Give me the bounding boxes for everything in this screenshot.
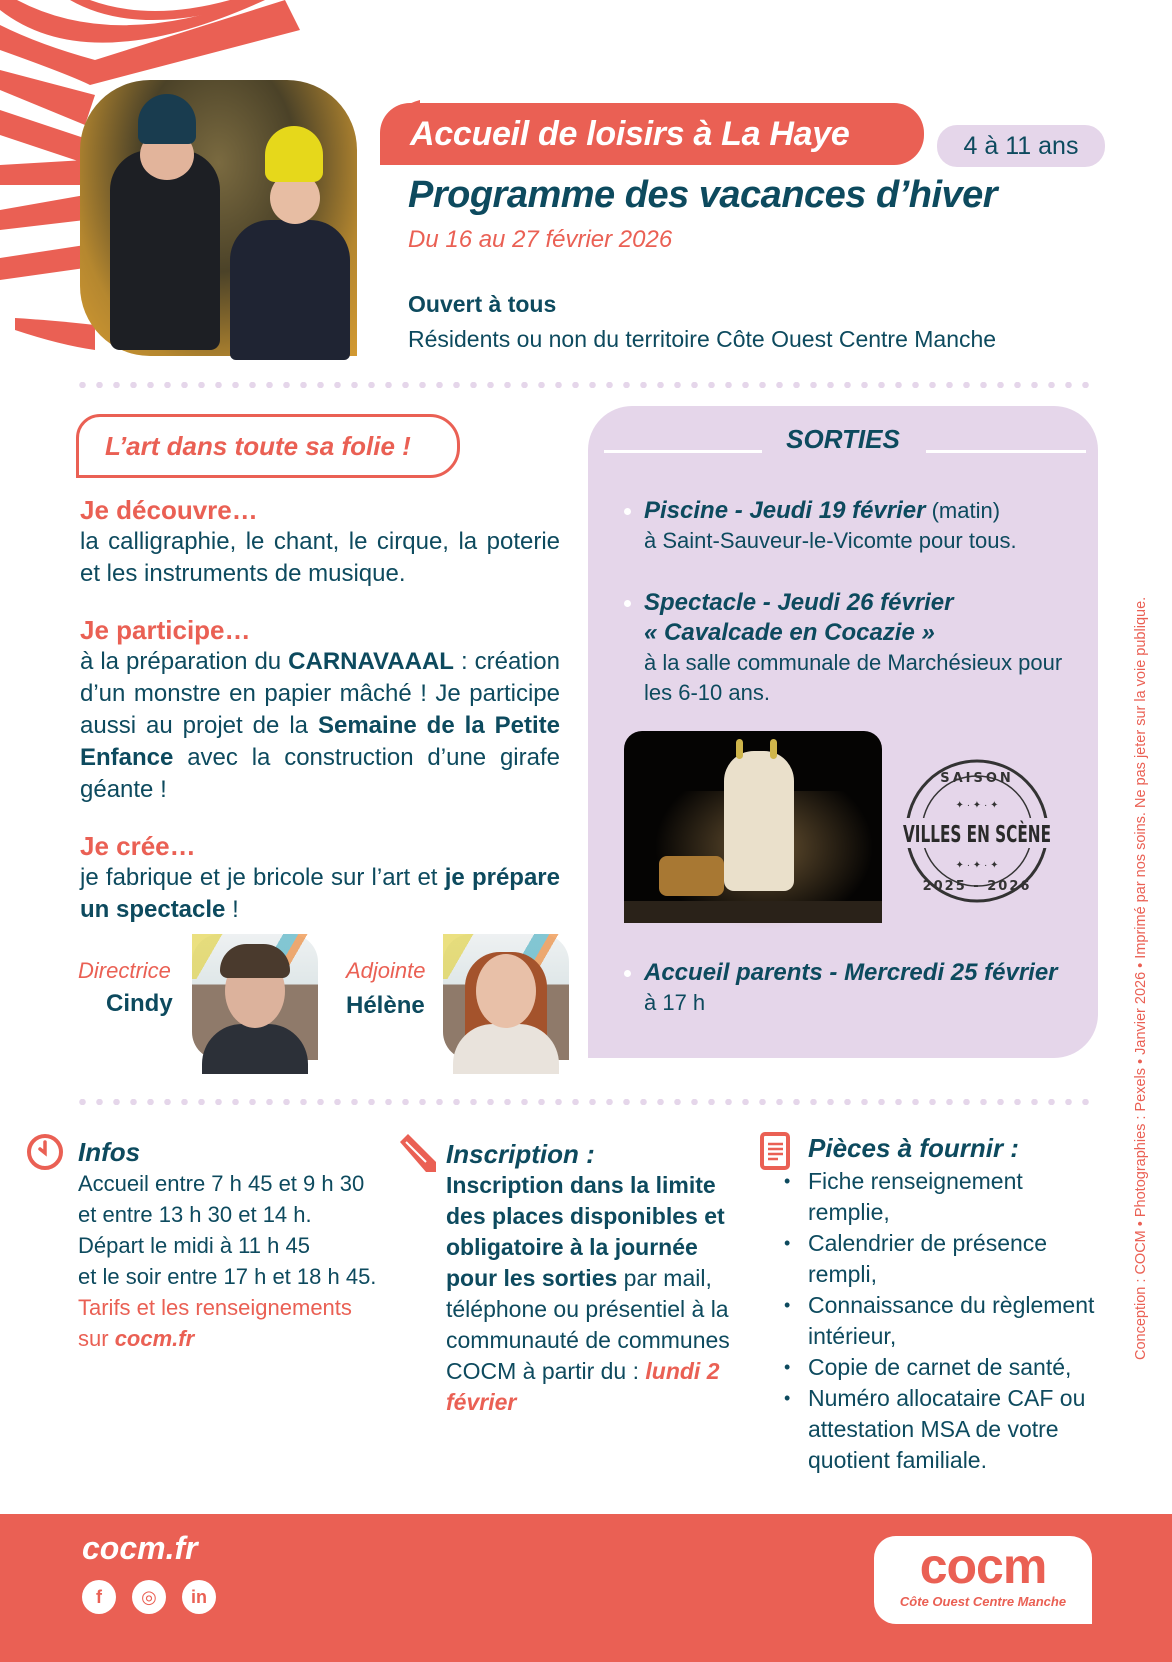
activities-section [80, 494, 560, 950]
sortie-item: Piscine - Jeudi 19 février (matin) à Saint-Sauveur-le-Vicomte pour tous. [644, 496, 1084, 556]
section-text-decouvre: la calligraphie, le chant, le cirque, la poterie et les instruments de musique. [80, 528, 560, 587]
stamp-top-text: SAISON [940, 771, 1014, 786]
facebook-icon[interactable]: f [82, 1580, 116, 1614]
program-dates: Du 16 au 27 février 2026 [408, 226, 673, 253]
dotted-divider [74, 1099, 1094, 1105]
svg-text:✦ · ✦ · ✦: ✦ · ✦ · ✦ [955, 800, 999, 811]
inscription-section: Inscription : Inscription dans la limite des places disponibles et obligatoire à la journée pour les sorties par mail, téléphone ou présentiel à la communauté de communes COCM à partir du : lundi 2 février [446, 1138, 746, 1418]
staff-photo-helene [443, 934, 569, 1060]
bullet-icon [624, 508, 631, 515]
infos-section: Infos Accueil entre 7 h 45 et 9 h 30 et entre 13 h 30 et 14 h. Départ le midi à 11 h 45 et le soir entre 17 h et 18 h 45. Tarifs et les renseignements sur cocm.fr [78, 1136, 408, 1354]
page-title: Accueil de loisirs à La Haye [380, 103, 924, 165]
stamp-main-text: VILLES EN SCÈNE [903, 822, 1127, 848]
pieces-section [808, 1132, 1108, 1476]
open-description: Résidents ou non du territoire Côte Ouest Centre Manche [408, 326, 997, 352]
staff-name-helene: Hélène [346, 992, 425, 1019]
cocm-logo-text: cocm [919, 1538, 1047, 1594]
stamp-bottom-text: 2025 - 2026 [922, 879, 1032, 894]
section-heading-decouvre: Je découvre… [80, 495, 258, 525]
age-range-badge: 4 à 11 ans [937, 125, 1105, 167]
pieces-item: • Copie de carnet de santé, [778, 1352, 1108, 1383]
program-subtitle: Programme des vacances d’hiver [408, 174, 998, 216]
pieces-item: • Numéro allocataire CAF ou attestation MSA de votre quotient familiale. [778, 1383, 1108, 1476]
pencil-icon [396, 1132, 438, 1174]
open-title: Ouvert à tous [408, 291, 557, 317]
pieces-item: • Connaissance du règlement intérieur, [778, 1290, 1108, 1352]
staff-role-adjointe: Adjointe [346, 958, 426, 983]
staff-name-cindy: Cindy [106, 990, 173, 1017]
inscription-title: Inscription : [446, 1139, 595, 1169]
bullet-icon [624, 970, 631, 977]
clock-icon [26, 1133, 64, 1171]
sortie-item: Accueil parents - Mercredi 25 février à 17 h [644, 958, 1084, 1018]
spectacle-photo [624, 731, 882, 923]
pieces-item: • Calendrier de présence rempli, [778, 1228, 1108, 1290]
instagram-icon[interactable]: ◎ [132, 1580, 166, 1614]
sorties-title: SORTIES [786, 424, 900, 454]
infos-title: Infos [78, 1137, 141, 1167]
hero-photo-children [80, 80, 357, 356]
section-text-cree: je fabrique et je bricole sur l’art et je prépare un spectacle ! [80, 864, 560, 923]
pieces-item: • Fiche renseignement remplie, [778, 1166, 1108, 1228]
staff-role-directrice: Directrice [78, 958, 171, 983]
theme-tagline: L’art dans toute sa folie ! [76, 414, 460, 478]
cocm-link[interactable]: cocm.fr [114, 1326, 195, 1351]
pieces-title: Pièces à fournir : [808, 1133, 1019, 1163]
section-heading-cree: Je crée… [80, 831, 196, 861]
footer-url-link[interactable]: cocm.fr [82, 1530, 198, 1566]
sortie-item: Spectacle - Jeudi 26 février « Cavalcade en Cocazie » à la salle communale de Marchésieux pour les 6-10 ans. [644, 588, 1084, 708]
dotted-divider [74, 382, 1094, 388]
svg-text:✦ · ✦ · ✦: ✦ · ✦ · ✦ [955, 860, 999, 871]
side-credits: Conception : COCM • Photographies : Pexels • Janvier 2026 • Imprimé par nos soins. Ne pas jeter sur la voie publique. [1133, 596, 1149, 1360]
section-heading-participe: Je participe… [80, 615, 251, 645]
villes-en-scene-stamp [902, 756, 1127, 906]
section-text-participe: à la préparation du CARNAVAAAL : création d’un monstre en papier mâché ! Je participe aussi au projet de la Semaine de la Petite Enfance avec la construction d’une girafe géante ! [80, 648, 561, 803]
cocm-logo-subtitle: Côte Ouest Centre Manche [899, 1594, 1067, 1609]
linkedin-icon[interactable]: in [182, 1580, 216, 1614]
bullet-icon [624, 600, 631, 607]
staff-photo-cindy [192, 934, 318, 1060]
